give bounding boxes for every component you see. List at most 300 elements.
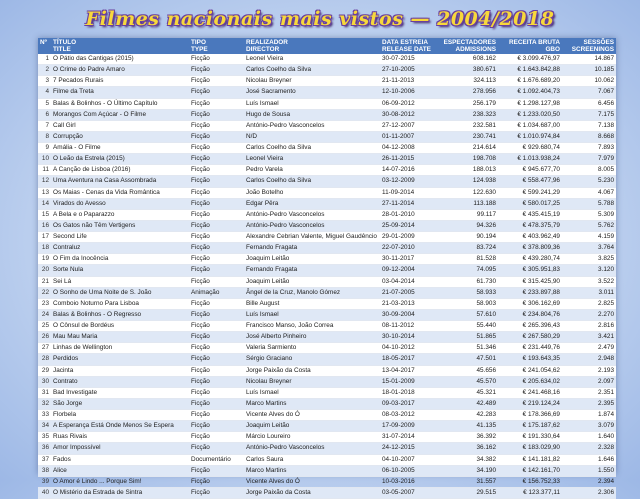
cell-director: Carlos Coelho da Silva — [244, 176, 380, 187]
cell-screenings: 4.159 — [562, 232, 616, 243]
cell-screenings: 3.120 — [562, 265, 616, 276]
cell-screenings: 5.309 — [562, 209, 616, 220]
cell-gross: € 141.181,82 — [498, 454, 562, 465]
cell-admissions: 61.730 — [435, 276, 498, 287]
cell-release-date: 03-05-2007 — [380, 487, 435, 498]
cell-release-date: 30-07-2015 — [380, 54, 435, 65]
cell-number: 37 — [38, 454, 51, 465]
cell-type: Ficção — [189, 421, 244, 432]
cell-release-date: 09-12-2004 — [380, 265, 435, 276]
cell-title: Amália - O Filme — [51, 143, 189, 154]
cell-number: 8 — [38, 131, 51, 142]
cell-gross: € 439.280,74 — [498, 254, 562, 265]
cell-gross: € 558.477,96 — [498, 176, 562, 187]
cell-release-date: 04-12-2008 — [380, 143, 435, 154]
table-row — [38, 365, 616, 376]
cell-screenings: 2.825 — [562, 298, 616, 309]
cell-release-date: 09-03-2017 — [380, 398, 435, 409]
table-row — [38, 176, 616, 187]
cell-director: José Sacramento — [244, 87, 380, 98]
table-row — [38, 298, 616, 309]
cell-type: Ficção — [189, 232, 244, 243]
cell-release-date: 11-09-2014 — [380, 187, 435, 198]
cell-admissions: 324.113 — [435, 76, 498, 87]
cell-gross: € 1.233.020,50 — [498, 109, 562, 120]
cell-title: Virados do Avesso — [51, 198, 189, 209]
cell-screenings: 5.230 — [562, 176, 616, 187]
cell-screenings: 4.067 — [562, 187, 616, 198]
cell-release-date: 03-12-2009 — [380, 176, 435, 187]
table-row — [38, 476, 616, 487]
table-row — [38, 154, 616, 165]
cell-title: O Pátio das Cantigas (2015) — [51, 54, 189, 65]
cell-gross: € 306.162,69 — [498, 298, 562, 309]
table-row — [38, 398, 616, 409]
table-row — [38, 265, 616, 276]
cell-screenings: 5.762 — [562, 220, 616, 231]
cell-director: Ângel de la Cruz, Manolo Gómez — [244, 287, 380, 298]
cell-number: 28 — [38, 354, 51, 365]
cell-type: Ficção — [189, 432, 244, 443]
cell-admissions: 232.581 — [435, 120, 498, 131]
cell-title: Bad Investigate — [51, 387, 189, 398]
cell-screenings: 3.421 — [562, 332, 616, 343]
cell-director: Luís Ismael — [244, 387, 380, 398]
top-films-table — [38, 38, 616, 499]
cell-type: Ficção — [189, 143, 244, 154]
cell-director: Joaquim Leitão — [244, 276, 380, 287]
cell-title: Jacinta — [51, 365, 189, 376]
col-screenings: SESSÕES SCREENINGS — [562, 38, 616, 54]
cell-title: Sorte Nula — [51, 265, 189, 276]
cell-title: São Jorge — [51, 398, 189, 409]
cell-title: O Amor é Lindo ... Porque Sim! — [51, 476, 189, 487]
cell-title: Linhas de Wellington — [51, 343, 189, 354]
cell-screenings: 7.893 — [562, 143, 616, 154]
cell-number: 22 — [38, 287, 51, 298]
cell-number: 32 — [38, 398, 51, 409]
cell-release-date: 30-09-2004 — [380, 309, 435, 320]
cell-title: Fados — [51, 454, 189, 465]
table-row — [38, 131, 616, 142]
cell-admissions: 34.382 — [435, 454, 498, 465]
cell-screenings: 2.948 — [562, 354, 616, 365]
cell-release-date: 22-07-2010 — [380, 243, 435, 254]
cell-director: Marco Martins — [244, 398, 380, 409]
cell-release-date: 30-08-2012 — [380, 109, 435, 120]
cell-screenings: 3.825 — [562, 254, 616, 265]
cell-type: Ficção — [189, 176, 244, 187]
cell-number: 5 — [38, 98, 51, 109]
table-row — [38, 432, 616, 443]
cell-number: 10 — [38, 154, 51, 165]
cell-director: João Botelho — [244, 187, 380, 198]
table-row — [38, 87, 616, 98]
cell-director: Pedro Varela — [244, 165, 380, 176]
cell-screenings: 3.079 — [562, 421, 616, 432]
cell-admissions: 198.708 — [435, 154, 498, 165]
cell-number: 1 — [38, 54, 51, 65]
cell-screenings: 7.138 — [562, 120, 616, 131]
cell-release-date: 21-03-2013 — [380, 298, 435, 309]
cell-gross: € 478.375,79 — [498, 220, 562, 231]
cell-type: Ficção — [189, 321, 244, 332]
cell-admissions: 214.614 — [435, 143, 498, 154]
cell-screenings: 6.456 — [562, 98, 616, 109]
cell-screenings: 2.816 — [562, 321, 616, 332]
cell-type: Ficção — [189, 487, 244, 498]
cell-gross: € 3.099.476,97 — [498, 54, 562, 65]
cell-screenings: 7.067 — [562, 87, 616, 98]
cell-gross: € 378.809,36 — [498, 243, 562, 254]
cell-screenings: 7.979 — [562, 154, 616, 165]
table-row — [38, 98, 616, 109]
cell-type: Ficção — [189, 387, 244, 398]
cell-type: Ficção — [189, 376, 244, 387]
table-row — [38, 454, 616, 465]
cell-director: Fernando Fragata — [244, 243, 380, 254]
cell-gross: € 1.092.404,73 — [498, 87, 562, 98]
cell-admissions: 83.724 — [435, 243, 498, 254]
cell-gross: € 599.241,29 — [498, 187, 562, 198]
cell-type: Ficção — [189, 309, 244, 320]
table-row — [38, 143, 616, 154]
cell-release-date: 31-07-2014 — [380, 432, 435, 443]
cell-type: Ficção — [189, 54, 244, 65]
cell-type: Ficção — [189, 131, 244, 142]
cell-screenings: 8.668 — [562, 131, 616, 142]
cell-title: Alice — [51, 465, 189, 476]
cell-admissions: 113.188 — [435, 198, 498, 209]
cell-title: Comboio Noturno Para Lisboa — [51, 298, 189, 309]
cell-type: Ficção — [189, 87, 244, 98]
cell-admissions: 42.489 — [435, 398, 498, 409]
cell-admissions: 41.135 — [435, 421, 498, 432]
cell-director: Luís Ismael — [244, 309, 380, 320]
cell-type: Documentário — [189, 454, 244, 465]
cell-number: 9 — [38, 143, 51, 154]
cell-gross: € 945.677,70 — [498, 165, 562, 176]
cell-admissions: 45.570 — [435, 376, 498, 387]
cell-release-date: 15-01-2009 — [380, 376, 435, 387]
cell-director: Joaquim Leitão — [244, 254, 380, 265]
cell-admissions: 42.283 — [435, 410, 498, 421]
cell-type: Ficção — [189, 243, 244, 254]
cell-admissions: 94.326 — [435, 220, 498, 231]
cell-release-date: 14-07-2016 — [380, 165, 435, 176]
cell-release-date: 04-10-2007 — [380, 454, 435, 465]
cell-screenings: 3.522 — [562, 276, 616, 287]
cell-gross: € 193.643,35 — [498, 354, 562, 365]
cell-title: Contrato — [51, 376, 189, 387]
cell-number: 40 — [38, 487, 51, 498]
cell-number: 39 — [38, 476, 51, 487]
table-row — [38, 109, 616, 120]
cell-number: 30 — [38, 376, 51, 387]
cell-director: Marco Martins — [244, 465, 380, 476]
cell-number: 2 — [38, 65, 51, 76]
cell-type: Ficção — [189, 365, 244, 376]
cell-type: Ficção — [189, 465, 244, 476]
cell-director: Alexandre Cebrian Valente, Miguel Gaudêncio — [244, 232, 380, 243]
cell-director: Vicente Alves do Ó — [244, 410, 380, 421]
cell-number: 38 — [38, 465, 51, 476]
cell-number: 34 — [38, 421, 51, 432]
cell-screenings: 2.351 — [562, 387, 616, 398]
cell-title: 7 Pecados Rurais — [51, 76, 189, 87]
table-row — [38, 332, 616, 343]
cell-title: Call Girl — [51, 120, 189, 131]
cell-number: 11 — [38, 165, 51, 176]
cell-title: Amor Impossível — [51, 443, 189, 454]
table-row — [38, 187, 616, 198]
cell-gross: € 315.425,90 — [498, 276, 562, 287]
cell-type: Ficção — [189, 343, 244, 354]
cell-admissions: 45.321 — [435, 387, 498, 398]
cell-director: Vicente Alves do Ó — [244, 476, 380, 487]
table-row — [38, 387, 616, 398]
cell-release-date: 30-10-2014 — [380, 332, 435, 343]
cell-type: Ficção — [189, 298, 244, 309]
cell-number: 13 — [38, 187, 51, 198]
cell-release-date: 08-03-2012 — [380, 410, 435, 421]
col-type: TIPO TYPE — [189, 38, 244, 54]
cell-type: Ficção — [189, 276, 244, 287]
table-row — [38, 198, 616, 209]
cell-director: Luís Ismael — [244, 98, 380, 109]
cell-release-date: 24-12-2015 — [380, 443, 435, 454]
cell-release-date: 28-01-2010 — [380, 209, 435, 220]
cell-release-date: 10-03-2016 — [380, 476, 435, 487]
table-row — [38, 243, 616, 254]
cell-number: 12 — [38, 176, 51, 187]
cell-admissions: 122.630 — [435, 187, 498, 198]
cell-gross: € 123.377,11 — [498, 487, 562, 498]
cell-screenings: 2.193 — [562, 365, 616, 376]
table-row — [38, 209, 616, 220]
cell-title: Os Gatos não Têm Vertigens — [51, 220, 189, 231]
cell-admissions: 99.117 — [435, 209, 498, 220]
cell-screenings: 2.328 — [562, 443, 616, 454]
cell-screenings: 10.185 — [562, 65, 616, 76]
cell-admissions: 74.095 — [435, 265, 498, 276]
cell-title: Sei Lá — [51, 276, 189, 287]
table-row — [38, 54, 616, 65]
cell-title: Ruas Rivais — [51, 432, 189, 443]
cell-gross: € 191.330,64 — [498, 432, 562, 443]
cell-gross: € 1.676.689,20 — [498, 76, 562, 87]
cell-gross: € 1.643.842,88 — [498, 65, 562, 76]
cell-number: 33 — [38, 410, 51, 421]
table-row — [38, 287, 616, 298]
col-admissions: ESPECTADORES ADMISSIONS — [435, 38, 498, 54]
cell-gross: € 580.017,25 — [498, 198, 562, 209]
cell-gross: € 175.187,62 — [498, 421, 562, 432]
table-body — [38, 54, 616, 499]
cell-screenings: 5.788 — [562, 198, 616, 209]
cell-director: António-Pedro Vasconcelos — [244, 120, 380, 131]
cell-admissions: 29.515 — [435, 487, 498, 498]
cell-number: 3 — [38, 76, 51, 87]
cell-number: 36 — [38, 443, 51, 454]
cell-gross: € 1.013.938,24 — [498, 154, 562, 165]
cell-release-date: 13-04-2017 — [380, 365, 435, 376]
cell-title: Corrupção — [51, 131, 189, 142]
table-row — [38, 254, 616, 265]
cell-release-date: 18-01-2018 — [380, 387, 435, 398]
cell-type: Ficção — [189, 187, 244, 198]
cell-director: Carlos Coelho da Silva — [244, 143, 380, 154]
cell-number: 4 — [38, 87, 51, 98]
table-row — [38, 120, 616, 131]
cell-gross: € 241.054,62 — [498, 365, 562, 376]
cell-screenings: 1.550 — [562, 465, 616, 476]
cell-gross: € 219.124,24 — [498, 398, 562, 409]
cell-admissions: 90.194 — [435, 232, 498, 243]
cell-director: Leonel Vieira — [244, 54, 380, 65]
cell-number: 20 — [38, 265, 51, 276]
cell-screenings: 2.395 — [562, 398, 616, 409]
cell-type: Ficção — [189, 198, 244, 209]
cell-admissions: 230.741 — [435, 131, 498, 142]
table-row — [38, 65, 616, 76]
cell-type: Ficção — [189, 443, 244, 454]
cell-number: 19 — [38, 254, 51, 265]
cell-gross: € 241.468,16 — [498, 387, 562, 398]
cell-number: 31 — [38, 387, 51, 398]
col-release-date: DATA ESTREIA RELEASE DATE — [380, 38, 435, 54]
cell-number: 17 — [38, 232, 51, 243]
cell-admissions: 124.938 — [435, 176, 498, 187]
cell-admissions: 36.162 — [435, 443, 498, 454]
cell-director: José Alberto Pinheiro — [244, 332, 380, 343]
table-row — [38, 443, 616, 454]
cell-title: Filme da Treta — [51, 87, 189, 98]
cell-director: Sérgio Graciano — [244, 354, 380, 365]
cell-type: Ficção — [189, 476, 244, 487]
cell-type: Ficção — [189, 265, 244, 276]
cell-screenings: 2.306 — [562, 487, 616, 498]
cell-admissions: 608.162 — [435, 54, 498, 65]
cell-title: Uma Aventura na Casa Assombrada — [51, 176, 189, 187]
table-row — [38, 321, 616, 332]
cell-gross: € 267.580,29 — [498, 332, 562, 343]
cell-screenings: 14.867 — [562, 54, 616, 65]
table-row — [38, 376, 616, 387]
cell-admissions: 57.610 — [435, 309, 498, 320]
cell-title: Balas & Bolinhos - O Último Capítulo — [51, 98, 189, 109]
cell-type: Ficção — [189, 332, 244, 343]
cell-number: 26 — [38, 332, 51, 343]
cell-admissions: 58.903 — [435, 298, 498, 309]
cell-number: 15 — [38, 209, 51, 220]
cell-title: A Canção de Lisboa (2016) — [51, 165, 189, 176]
cell-director: Hugo de Sousa — [244, 109, 380, 120]
cell-number: 6 — [38, 109, 51, 120]
table-header — [38, 38, 616, 54]
cell-release-date: 21-07-2005 — [380, 287, 435, 298]
cell-title: O Sonho de Uma Noite de S. João — [51, 287, 189, 298]
cell-screenings: 3.764 — [562, 243, 616, 254]
cell-screenings: 1.646 — [562, 454, 616, 465]
cell-director: Edgar Pêra — [244, 198, 380, 209]
cell-release-date: 27-10-2005 — [380, 65, 435, 76]
cell-admissions: 51.865 — [435, 332, 498, 343]
cell-director: N/D — [244, 131, 380, 142]
cell-director: António-Pedro Vasconcelos — [244, 209, 380, 220]
cell-type: Ficção — [189, 76, 244, 87]
cell-release-date: 21-11-2013 — [380, 76, 435, 87]
table-row — [38, 309, 616, 320]
cell-director: Jorge Paixão da Costa — [244, 487, 380, 498]
table-row — [38, 410, 616, 421]
cell-admissions: 55.440 — [435, 321, 498, 332]
table-row — [38, 487, 616, 498]
cell-screenings: 8.005 — [562, 165, 616, 176]
cell-admissions: 380.671 — [435, 65, 498, 76]
cell-title: Perdidos — [51, 354, 189, 365]
cell-gross: € 183.029,90 — [498, 443, 562, 454]
col-director: REALIZADOR DIRECTOR — [244, 38, 380, 54]
cell-release-date: 01-11-2007 — [380, 131, 435, 142]
cell-director: Francisco Manso, João Correa — [244, 321, 380, 332]
cell-director: Joaquim Leitão — [244, 421, 380, 432]
cell-admissions: 31.557 — [435, 476, 498, 487]
cell-gross: € 403.962,49 — [498, 232, 562, 243]
cell-admissions: 58.933 — [435, 287, 498, 298]
col-number: Nº — [38, 38, 51, 54]
cell-admissions: 278.956 — [435, 87, 498, 98]
cell-title: O Mistério da Estrada de Sintra — [51, 487, 189, 498]
cell-director: Carlos Saura — [244, 454, 380, 465]
cell-admissions: 256.179 — [435, 98, 498, 109]
cell-screenings: 10.062 — [562, 76, 616, 87]
cell-release-date: 12-10-2006 — [380, 87, 435, 98]
cell-admissions: 34.190 — [435, 465, 498, 476]
cell-title: Second Life — [51, 232, 189, 243]
cell-release-date: 26-11-2015 — [380, 154, 435, 165]
cell-gross: € 435.415,19 — [498, 209, 562, 220]
cell-release-date: 08-11-2012 — [380, 321, 435, 332]
cell-screenings: 2.097 — [562, 376, 616, 387]
cell-gross: € 233.897,88 — [498, 287, 562, 298]
cell-screenings: 7.175 — [562, 109, 616, 120]
cell-gross: € 142.161,70 — [498, 465, 562, 476]
cell-number: 21 — [38, 276, 51, 287]
cell-admissions: 238.323 — [435, 109, 498, 120]
cell-release-date: 17-09-2009 — [380, 421, 435, 432]
cell-admissions: 51.346 — [435, 343, 498, 354]
table-row — [38, 421, 616, 432]
cell-gross: € 1.010.974,84 — [498, 131, 562, 142]
cell-release-date: 29-01-2009 — [380, 232, 435, 243]
table-row — [38, 343, 616, 354]
cell-number: 7 — [38, 120, 51, 131]
cell-director: António-Pedro Vasconcelos — [244, 443, 380, 454]
cell-title: Morangos Com Açúcar - O Filme — [51, 109, 189, 120]
table-row — [38, 76, 616, 87]
cell-title: Contraluz — [51, 243, 189, 254]
cell-type: Ficção — [189, 98, 244, 109]
cell-director: Valeria Sarmiento — [244, 343, 380, 354]
cell-number: 14 — [38, 198, 51, 209]
col-gross: RECEITA BRUTA GBO — [498, 38, 562, 54]
cell-release-date: 25-09-2014 — [380, 220, 435, 231]
cell-number: 29 — [38, 365, 51, 376]
cell-type: Ficção — [189, 120, 244, 131]
cell-screenings: 1.640 — [562, 432, 616, 443]
cell-title: Os Maias - Cenas da Vida Romântica — [51, 187, 189, 198]
